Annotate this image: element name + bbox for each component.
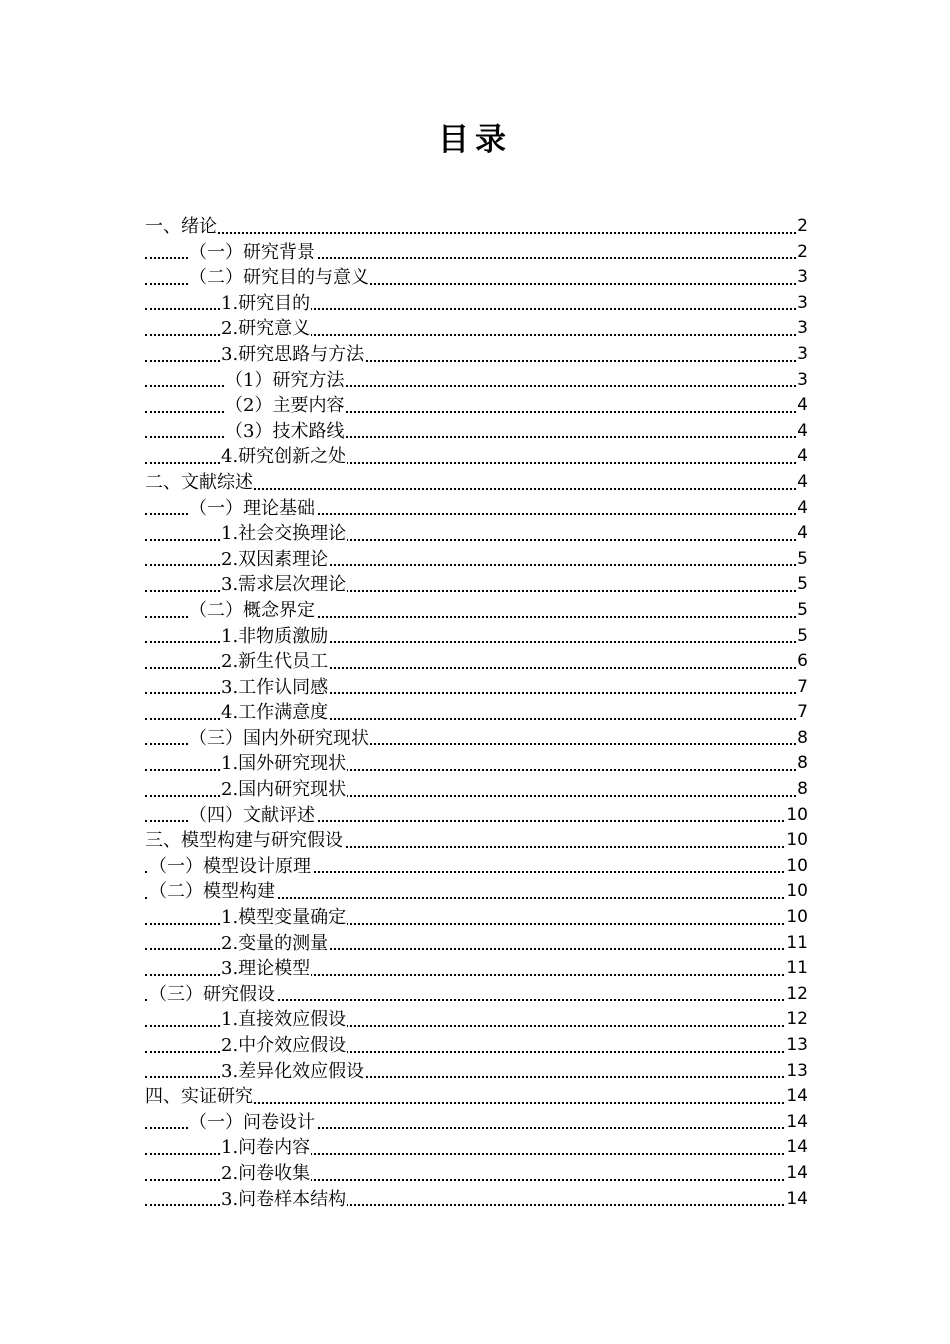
toc-entry[interactable] [145, 342, 808, 368]
toc-entry-page-number: 3 [796, 291, 808, 317]
toc-entry[interactable] [145, 265, 808, 291]
toc-entry-page-number: 2 [796, 214, 808, 240]
toc-entry-label: 1.社会交换理论 [221, 521, 347, 547]
toc-entry-label: 二、文献综述 [145, 470, 254, 496]
toc-entry-label: 一、绪论 [145, 214, 218, 240]
toc-entry-page-number: 3 [796, 368, 808, 394]
toc-entry[interactable] [145, 828, 808, 854]
toc-entry-label: 3.工作认同感 [221, 675, 329, 701]
toc-entry[interactable] [145, 444, 808, 470]
toc-entry[interactable] [145, 777, 808, 803]
toc-entry[interactable] [145, 1084, 808, 1110]
toc-entry-page-number: 12 [785, 982, 808, 1008]
toc-entry-label: 2.变量的测量 [221, 931, 329, 957]
toc-entry[interactable] [145, 496, 808, 522]
toc-entry-page-number: 5 [796, 547, 808, 573]
toc-entry-label: 3.需求层次理论 [221, 572, 347, 598]
toc-entry-label: （二）概念界定 [189, 598, 316, 624]
toc-entry-label: 1.研究目的 [221, 291, 311, 317]
toc-entry-page-number: 4 [796, 521, 808, 547]
toc-entry[interactable] [145, 879, 808, 905]
toc-entry-page-number: 4 [796, 393, 808, 419]
toc-entry-label: （四）文献评述 [189, 803, 316, 829]
toc-entry[interactable] [145, 956, 808, 982]
toc-entry-label: （二）研究目的与意义 [189, 265, 370, 291]
toc-entry-page-number: 14 [785, 1110, 808, 1136]
toc-entry[interactable] [145, 803, 808, 829]
toc-entry-page-number: 5 [796, 624, 808, 650]
toc-entry[interactable] [145, 1007, 808, 1033]
toc-entry-page-number: 2 [796, 240, 808, 266]
toc-entry-label: （一）模型设计原理 [149, 854, 312, 880]
toc-entry[interactable] [145, 368, 808, 394]
toc-entry-label: 3.研究思路与方法 [221, 342, 365, 368]
toc-entry-label: （三）国内外研究现状 [189, 726, 370, 752]
toc-entry[interactable] [145, 547, 808, 573]
toc-entry-label: 2.中介效应假设 [221, 1033, 347, 1059]
toc-entry[interactable] [145, 240, 808, 266]
toc-dot-leader [145, 232, 808, 234]
toc-entry-page-number: 7 [796, 675, 808, 701]
toc-entry-label: 3.差异化效应假设 [221, 1059, 365, 1085]
toc-entry[interactable] [145, 1187, 808, 1213]
toc-entry-label: 2.研究意义 [221, 316, 311, 342]
toc-entry-label: （一）研究背景 [189, 240, 316, 266]
toc-entry[interactable] [145, 624, 808, 650]
toc-entry-page-number: 4 [796, 419, 808, 445]
toc-entry-page-number: 4 [796, 496, 808, 522]
toc-entry-page-number: 8 [796, 751, 808, 777]
toc-entry-label: 1.直接效应假设 [221, 1007, 347, 1033]
toc-entry-label: （一）理论基础 [189, 496, 316, 522]
toc-entry-page-number: 14 [785, 1084, 808, 1110]
toc-entry[interactable] [145, 1110, 808, 1136]
toc-entry-page-number: 14 [785, 1187, 808, 1213]
toc-entry-page-number: 10 [785, 879, 808, 905]
toc-entry[interactable] [145, 1135, 808, 1161]
toc-entry-page-number: 5 [796, 572, 808, 598]
toc-entry-label: 四、实证研究 [145, 1084, 254, 1110]
table-of-contents [145, 214, 808, 1212]
toc-entry[interactable] [145, 700, 808, 726]
toc-entry-label: （1）研究方法 [225, 368, 345, 394]
toc-entry-page-number: 11 [785, 931, 808, 957]
toc-entry[interactable] [145, 214, 808, 240]
toc-entry[interactable] [145, 393, 808, 419]
toc-entry-label: 1.问卷内容 [221, 1135, 311, 1161]
toc-entry[interactable] [145, 726, 808, 752]
toc-entry-label: 4.研究创新之处 [221, 444, 347, 470]
toc-entry[interactable] [145, 291, 808, 317]
toc-entry[interactable] [145, 675, 808, 701]
toc-entry[interactable] [145, 1161, 808, 1187]
toc-entry-page-number: 7 [796, 700, 808, 726]
toc-entry-page-number: 3 [796, 265, 808, 291]
toc-entry[interactable] [145, 316, 808, 342]
toc-entry-page-number: 8 [796, 777, 808, 803]
toc-entry-label: （三）研究假设 [149, 982, 276, 1008]
toc-entry-label: 三、模型构建与研究假设 [145, 828, 344, 854]
toc-entry[interactable] [145, 751, 808, 777]
toc-entry-label: 2.国内研究现状 [221, 777, 347, 803]
toc-entry-page-number: 10 [785, 828, 808, 854]
toc-entry[interactable] [145, 982, 808, 1008]
toc-entry[interactable] [145, 931, 808, 957]
toc-entry-label: 3.问卷样本结构 [221, 1187, 347, 1213]
toc-entry[interactable] [145, 572, 808, 598]
toc-entry[interactable] [145, 521, 808, 547]
toc-entry-label: 2.双因素理论 [221, 547, 329, 573]
toc-entry[interactable] [145, 419, 808, 445]
toc-entry-page-number: 14 [785, 1161, 808, 1187]
toc-entry-label: （3）技术路线 [225, 419, 345, 445]
page-title: 目录 [438, 122, 512, 158]
toc-entry[interactable] [145, 649, 808, 675]
toc-entry-page-number: 10 [785, 803, 808, 829]
toc-entry-label: 3.理论模型 [221, 956, 311, 982]
toc-entry-page-number: 11 [785, 956, 808, 982]
toc-entry-label: （二）模型构建 [149, 879, 276, 905]
toc-entry-label: 4.工作满意度 [221, 700, 329, 726]
toc-entry-page-number: 3 [796, 316, 808, 342]
toc-entry-page-number: 14 [785, 1135, 808, 1161]
toc-entry-page-number: 6 [796, 649, 808, 675]
toc-entry[interactable] [145, 854, 808, 880]
toc-entry-page-number: 3 [796, 342, 808, 368]
toc-entry-label: 1.非物质激励 [221, 624, 329, 650]
toc-entry-label: 2.新生代员工 [221, 649, 329, 675]
toc-entry-label: （2）主要内容 [225, 393, 345, 419]
toc-entry[interactable] [145, 470, 808, 496]
toc-entry-page-number: 10 [785, 854, 808, 880]
toc-entry-page-number: 13 [785, 1033, 808, 1059]
toc-entry-label: 1.国外研究现状 [221, 751, 347, 777]
toc-entry[interactable] [145, 1059, 808, 1085]
toc-entry-page-number: 4 [796, 444, 808, 470]
toc-entry-page-number: 4 [796, 470, 808, 496]
toc-entry[interactable] [145, 1033, 808, 1059]
toc-entry[interactable] [145, 905, 808, 931]
toc-entry-page-number: 8 [796, 726, 808, 752]
toc-entry-page-number: 10 [785, 905, 808, 931]
toc-entry-label: 2.问卷收集 [221, 1161, 311, 1187]
toc-entry-label: （一）问卷设计 [189, 1110, 316, 1136]
toc-entry-page-number: 5 [796, 598, 808, 624]
toc-entry-label: 1.模型变量确定 [221, 905, 347, 931]
toc-entry-page-number: 12 [785, 1007, 808, 1033]
toc-entry[interactable] [145, 598, 808, 624]
toc-entry-page-number: 13 [785, 1059, 808, 1085]
